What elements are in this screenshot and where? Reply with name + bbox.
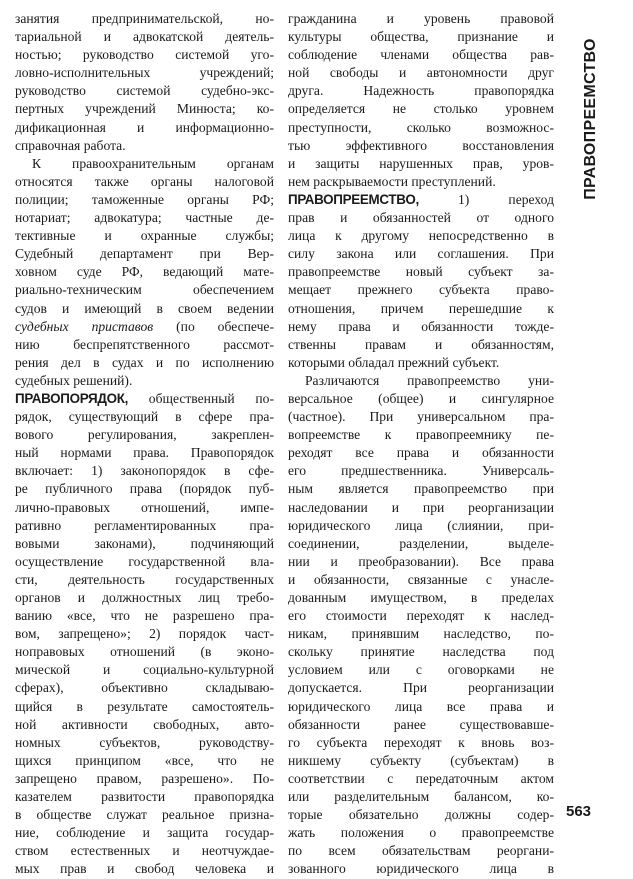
line-text: дованным имуществом, в пределах [288,590,554,605]
line-text: ванию «все, что не разрешено пра- [15,608,274,624]
text-line [15,354,274,372]
line-text: 1) переход [418,191,554,207]
text-line [288,535,554,553]
text-line [288,372,554,390]
line-text: справочная работа. [15,137,126,153]
text-line [288,119,554,137]
line-text: судебных решений). [15,372,133,388]
line-text: вового регулирования, закреплен- [15,427,274,443]
line-text: его предшественника. Универсаль- [288,463,554,479]
text-line [288,245,554,263]
line-text: рядок, существующий в сфере пра- [15,409,274,425]
text-line [15,625,274,643]
line-text: щихся принципом «все, что не [15,752,274,768]
text-line [288,426,554,444]
line-text: по всем обязательствам реоргани- [288,843,554,859]
line-text: тью эффективного восстановления [288,137,554,153]
line-text: зованного юридического лица в [288,861,554,877]
line-text: нию беспрепятственного рассмот- [15,336,274,352]
text-line [15,390,274,408]
line-text: вовыми законами), подчиняющий [15,535,274,551]
text-line [288,318,554,336]
text-line [288,46,554,64]
text-line [15,607,274,625]
text-line [288,643,554,661]
line-text: или разделительным балансом, ко- [288,789,554,805]
text-line [288,661,554,679]
line-text: ством естественных и неотчуждае- [15,843,274,859]
line-text: ностью; руководство системой уго- [15,47,274,63]
line-text: соблюдение членами общества рав- [288,47,554,63]
text-line [288,227,554,245]
text-line [288,336,554,354]
text-line [288,263,554,281]
text-line [15,155,274,173]
line-text: руководство системой судебно-экс- [15,83,274,99]
text-line [288,824,554,842]
text-line [15,82,274,100]
text-line [15,752,274,770]
line-text: пертных учреждений Минюста; ко- [15,101,274,117]
text-line [288,607,554,625]
text-line [15,119,274,137]
line-text: органов и должностных лиц требо- [15,590,274,605]
text-line [288,10,554,28]
line-text: торые обязательно должны содер- [288,807,554,823]
line-text: дификационная и информационно- [15,119,274,135]
left-column [15,10,274,879]
text-line [15,245,274,263]
line-text: реходят все права и обязанности [288,445,554,461]
line-text: версальное (общее) и сингулярное [288,390,554,406]
line-text: определяется не столько уровнем [288,101,554,117]
text-line [15,589,274,607]
line-text: ной активности свободных, авто- [15,716,274,732]
text-line [288,281,554,299]
text-line [288,137,554,155]
text-line [15,426,274,444]
text-line [15,734,274,752]
line-text: (частное). При универсальном пра- [288,409,554,425]
running-head [560,14,622,224]
line-text: друга. Надежность правопорядка [288,83,554,99]
text-line [15,191,274,209]
text-line [15,480,274,498]
text-line [288,209,554,227]
page-number: 563 [566,803,592,820]
line-text: нему права и обязанности тожде- [288,318,554,334]
text-line [15,788,274,806]
line-text: нии и преобразовании). Все права [288,553,554,569]
line-text: риально-техническим обеспечением [15,282,274,298]
line-text: вопреемстве к правопреемнику пе- [288,427,554,443]
text-line [288,860,554,878]
line-text: прав и обязанностей от одного [288,210,554,226]
text-line [288,173,554,191]
line-text: ным является правопреемство при [288,481,554,497]
text-line [15,462,274,480]
line-text: щийся в результате самостоятель- [15,698,274,714]
text-line [288,679,554,697]
line-text: номных субъектов, руководству- [15,734,274,750]
line-text: отношения, причем перешедшие к [288,300,554,316]
entry-headword: ПРАВОПОРЯДОК, [15,390,129,406]
line-text: мещает прежнего субъекта право- [288,282,554,298]
line-text: Различаются правопреемство уни- [305,372,554,388]
line-text: в обществе служат реальное призна- [15,807,274,823]
line-text: осуществление государственной вла- [15,553,274,569]
text-line [15,209,274,227]
line-text: юридического лица все права и [288,698,554,714]
line-text: включает: 1) законопорядок в сфе- [15,463,274,479]
text-line [288,300,554,318]
text-line [288,354,554,372]
line-text: (по обеспече- [176,318,274,334]
text-line [15,806,274,824]
text-line [288,842,554,860]
text-line [15,372,274,390]
text-line [15,336,274,354]
text-line [15,318,274,336]
text-line [15,28,274,46]
text-line [288,480,554,498]
line-text: полиции; таможенные органы РФ; [15,191,274,207]
text-line [288,390,554,408]
line-text: ре публичного права (порядок пуб- [15,481,274,497]
line-text: никам, принявшим наследство, по- [288,626,554,642]
text-line [15,643,274,661]
text-line [15,10,274,28]
text-line [288,408,554,426]
text-line [15,571,274,589]
text-line [15,227,274,245]
line-text: общественный по- [128,390,274,406]
text-line [288,100,554,118]
text-line [288,752,554,770]
text-line [288,517,554,535]
text-line [288,734,554,752]
line-text: занятия предпринимательской, но- [15,11,274,26]
text-line [288,64,554,82]
line-text: ный нормами права. Правопорядок [15,445,274,461]
line-text: и защиты нарушенных прав, уров- [288,155,554,171]
text-line [15,499,274,517]
text-line [15,300,274,318]
line-text: тективные и охранные службы; [15,228,274,244]
text-line [288,155,554,173]
line-text: правопреемстве новый субъект за- [288,264,554,280]
line-text: запрещено правом, разрешено». По- [15,770,274,786]
text-line [15,263,274,281]
line-text: допускается. При реорганизации [288,680,554,696]
line-text: го субъекта переходят к вновь воз- [288,734,554,750]
line-text: ховном суде РФ, ведающий мате- [15,264,274,280]
right-column [288,10,554,879]
line-text: и обязанности, связанные с унасле- [288,571,554,587]
line-text: наследовании и при реорганизации [288,499,554,515]
text-line [288,625,554,643]
text-line [15,137,274,155]
line-text: ративно регламентированных пра- [15,517,274,533]
entry-headword: ПРАВОПРЕЕМСТВО, [288,191,419,207]
line-text: никшему субъекту (субъектам) в [288,752,554,768]
line-text: нем раскрываемости преступлений. [288,173,496,189]
text-line [288,444,554,462]
text-line [288,716,554,734]
text-line [288,462,554,480]
line-text: казателем развитости правопорядка [15,789,274,805]
text-line [288,788,554,806]
text-line [15,517,274,535]
line-text: К правоохранительным органам [32,155,274,171]
line-text: лица к другому непосредственно в [288,228,554,244]
text-line [15,716,274,734]
line-text: лично-правовых отношений, импе- [15,499,274,515]
line-text: рения дел в судах и по исполнению [15,354,274,370]
line-text: силу закона или соглашения. При [288,246,554,262]
line-text: судов и имеющий в своем ведении [15,300,274,316]
line-text: тариальной и адвокатской деятель- [15,29,274,45]
line-text: ственны правам и обязанностям, [288,336,554,352]
text-line [288,589,554,607]
line-text: обязанности ранее существовавше- [288,716,554,732]
line-text: культуры общества, признание и [288,29,554,45]
line-text: соединении, разделении, выделе- [288,535,554,551]
text-line [15,444,274,462]
text-line [15,46,274,64]
line-text: условием или с оговорками не [288,662,554,678]
line-text: относятся также органы налоговой [15,173,274,189]
text-line [288,553,554,571]
line-text: сферах), объективно складываю- [15,680,274,696]
line-text: сти, деятельность государственных [15,571,274,587]
text-line [15,281,274,299]
text-line [15,679,274,697]
line-text: мической и социально-культурной [15,662,274,678]
line-text: ной свободы и автономности друг [288,65,554,81]
text-line [15,824,274,842]
line-text: вом, запрещено»; 2) порядок част- [15,626,274,642]
text-line [288,770,554,788]
line-text: скольку принятие наследства под [288,644,554,660]
text-line [15,842,274,860]
italic-term: судебных приставов [15,318,154,334]
text-line [15,408,274,426]
text-line [15,553,274,571]
text-line [288,82,554,100]
line-text: юридического лица (слиянии, при- [288,517,554,533]
running-head-text: ПРАВОПРЕЕМСТВО [582,38,599,200]
text-line [15,698,274,716]
line-text: ловно-исполнительных учреждений; [15,65,274,81]
text-line [288,191,554,209]
line-text: преступности, сколько возможнос- [288,119,554,135]
text-line [15,860,274,878]
text-line [288,499,554,517]
text-line [15,64,274,82]
line-text: жать положения о правопреемстве [288,825,554,841]
line-text: ние, соблюдение и защита государ- [15,825,274,841]
line-text: гражданина и уровень правовой [288,11,554,26]
text-line [288,571,554,589]
line-text: ноправовых отношений (в эконо- [15,644,274,660]
text-line [15,661,274,679]
text-line [288,698,554,716]
line-text: нотариат; адвокатура; частные де- [15,210,274,226]
text-line [15,173,274,191]
text-line [15,100,274,118]
line-text: которыми обладал прежний субъект. [288,354,500,370]
text-line [15,770,274,788]
line-text: Судебный департамент при Вер- [15,246,274,262]
line-text: соответствии с передаточным актом [288,770,554,786]
text-line [288,28,554,46]
line-text: мых прав и свобод человека и [15,861,274,877]
text-line [288,806,554,824]
text-line [15,535,274,553]
line-text: его стоимости переходят к наслед- [288,608,554,624]
